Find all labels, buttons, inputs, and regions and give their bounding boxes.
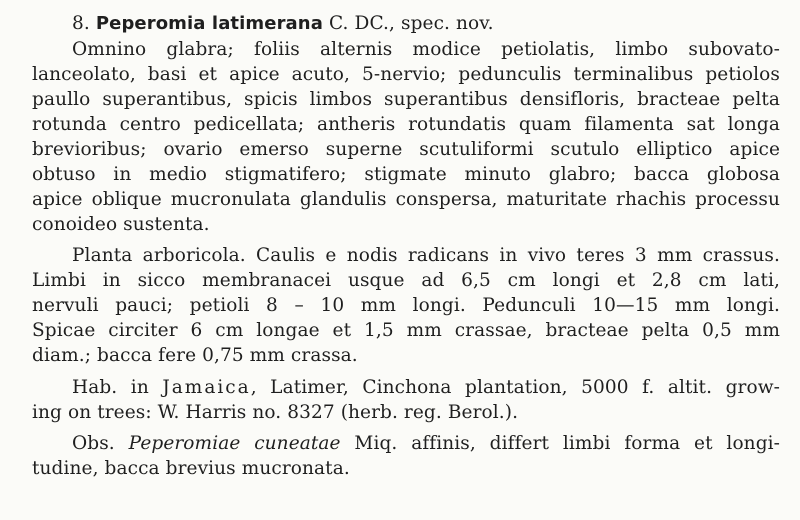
description-line: lanceolato, basi et apice acuto, 5-nervio; pedunculis terminalibus petiolos	[32, 64, 780, 85]
description-line: obtuso in medio stigmatifero; stigmate minuto glabro; bacca globosa	[32, 164, 780, 185]
habitat-line: ing on trees: W. Harris no. 8327 (herb. reg. Berol.).	[32, 402, 519, 423]
habitat-place: Jamaica	[162, 377, 251, 398]
species-heading	[72, 12, 494, 36]
planta-line: nervuli pauci; petioli 8 – 10 mm longi. Pedunculi 10—15 mm longi.	[32, 295, 780, 316]
planta-line: Limbi in sicco membranacei usque ad 6,5 cm longi et 2,8 cm lati,	[32, 270, 780, 291]
description-line: apice oblique mucronulata glandulis conspersa, maturitate rhachis processu	[32, 189, 780, 210]
description-line: rotunda centro pedicellata; antheris rotundatis quam filamenta sat longa	[32, 114, 780, 135]
species-name: Peperomia latimerana	[95, 13, 323, 34]
habitat-prefix: Hab. in	[72, 377, 163, 398]
observation-line	[72, 432, 780, 456]
planta-line: Spicae circiter 6 cm longae et 1,5 mm crassae, bracteae pelta 0,5 mm	[32, 320, 780, 341]
observation-prefix: Obs.	[72, 433, 129, 454]
planta-line: Planta arboricola. Caulis e nodis radicans in vivo teres 3 mm crassus.	[72, 245, 780, 266]
description-line: brevioribus; ovario emerso superne scutuliformi scutulo elliptico apice	[32, 139, 780, 160]
description-line: paullo superantibus, spicis limbos superantibus densifloris, bracteae pelta	[32, 89, 780, 110]
planta-line: diam.; bacca fere 0,75 mm crassa.	[32, 345, 358, 366]
description-line: Omnino glabra; foliis alternis modice petiolatis, limbo subovato-	[72, 39, 780, 60]
observation-line: tudine, bacca brevius mucronata.	[32, 458, 350, 479]
observation-rest: Miq. affinis, differt limbi forma et longi-	[340, 433, 781, 454]
habitat-line	[72, 376, 780, 400]
habitat-rest: , Latimer, Cinchona plantation, 5000 f. altit. grow-	[250, 377, 781, 398]
description-line: conoideo sustenta.	[32, 214, 210, 235]
entry-number: 8.	[72, 13, 90, 34]
species-author: C. DC., spec. nov.	[328, 13, 494, 34]
observation-species: Peperomiae cuneatae	[128, 433, 341, 454]
